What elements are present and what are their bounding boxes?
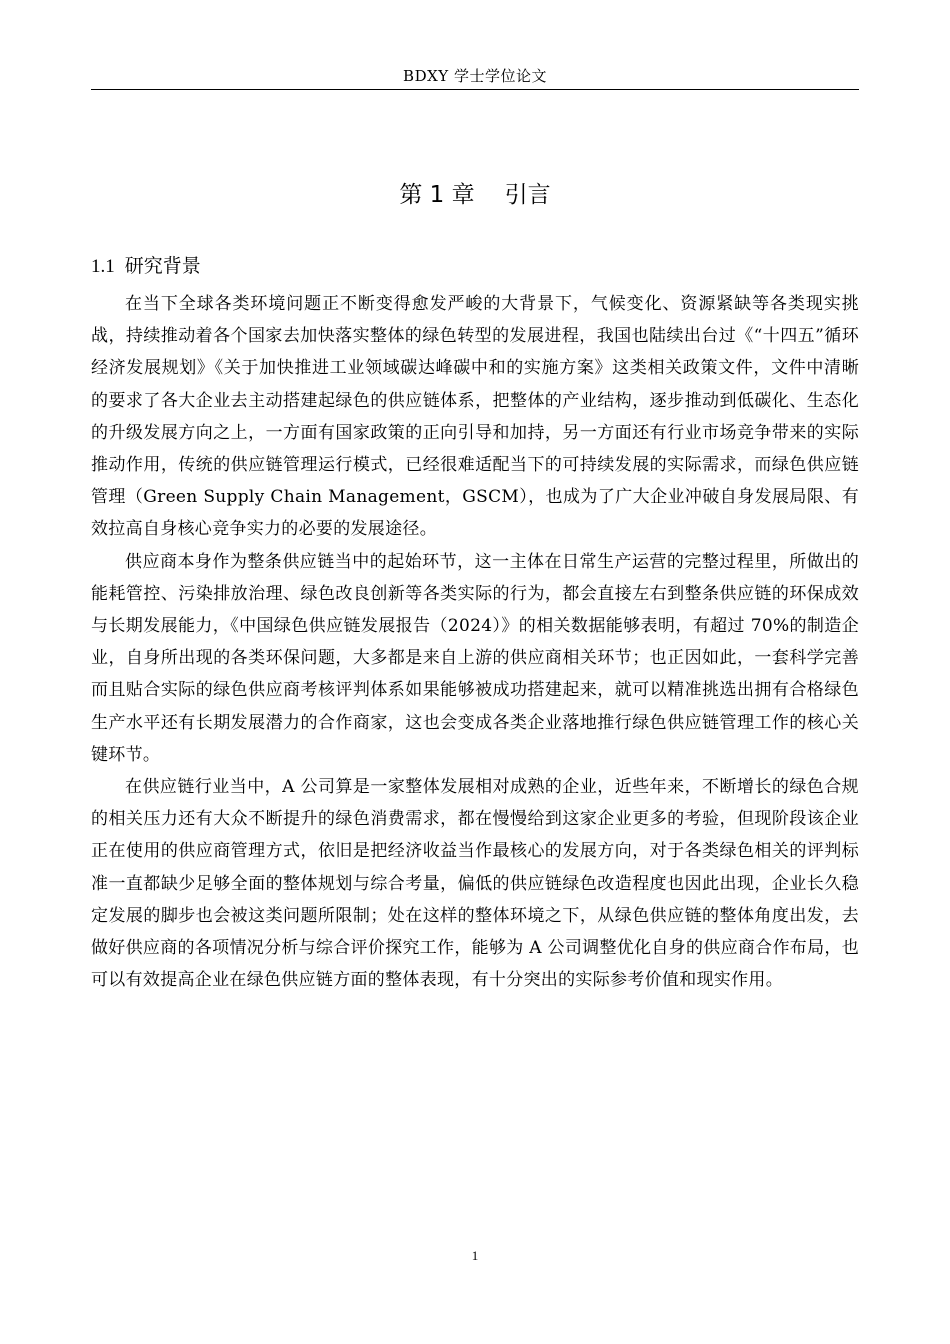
- paragraph: 在供应链行业当中，A 公司算是一家整体发展相对成熟的企业，近些年来，不断增长的绿色合规的相关压力还有大众不断提升的绿色消费需求，都在慢慢给到这家企业更多的考验，但现阶段该企业正在使用的供应商管理方式，依旧是把经济收益当作最核心的发展方向，对于各类绿色相关的评判标准一直都缺少足够全面的整体规划与综合考量，偏低的供应链绿色改造程度也因此出现，企业长久稳定发展的脚步也会被这类问题所限制；处在这样的整体环境之下，从绿色供应链的整体角度出发，去做好供应商的各项情况分析与综合评价探究工作，能够为 A 公司调整优化自身的供应商合作布局，也可以有效提高企业在绿色供应链方面的整体表现，有十分突出的实际参考价值和现实作用。: [91, 777, 859, 991]
- section-title: 研究背景: [124, 255, 201, 277]
- chapter-number: 第 1 章: [399, 182, 475, 208]
- page-number: 1: [471, 1248, 479, 1263]
- running-header: BDXY 学士学位论文: [403, 67, 547, 85]
- paragraph: 在当下全球各类环境问题正不断变得愈发严峻的大背景下，气候变化、资源紧缺等各类现实挑战，持续推动着各个国家去加快落实整体的绿色转型的发展进程，我国也陆续出台过《“十四五”循环经济发展规划》《关于加快推进工业领域碳达峰碳中和的实施方案》这类相关政策文件，文件中清晰的要求了各大企业去主动搭建起绿色的供应链体系，把整体的产业结构，逐步推动到低碳化、生态化的升级发展方向之上，一方面有国家政策的正向引导和加持，另一方面还有行业市场竞争带来的实际推动作用，传统的供应链管理运行模式，已经很难适配当下的可持续发展的实际需求，而绿色供应链管理（Green Supply Chain Management，GSCM），也成为了广大企业冲破自身发展局限、有效拉高自身核心竞争实力的必要的发展途径。: [91, 294, 859, 540]
- section-number: 1.1: [91, 256, 115, 277]
- header-divider: [91, 89, 859, 90]
- chapter-name: 引言: [504, 182, 551, 208]
- chapter-title: [91, 180, 859, 210]
- section-heading: [91, 252, 201, 281]
- body-text: [91, 288, 859, 996]
- paragraph: 供应商本身作为整条供应链当中的起始环节，这一主体在日常生产运营的完整过程里，所做出的能耗管控、污染排放治理、绿色改良创新等各类实际的行为，都会直接左右到整条供应链的环保成效与长期发展能力，《中国绿色供应链发展报告（2024）》的相关数据能够表明，有超过 70%的制造企业，自身所出现的各类环保问题，大多都是来自上游的供应商相关环节；也正因如此，一套科学完善而且贴合实际的绿色供应商考核评判体系如果能够被成功搭建起来，就可以精准挑选出拥有合格绿色生产水平还有长期发展潜力的合作商家，这也会变成各类企业落地推行绿色供应链管理工作的核心关键环节。: [91, 551, 859, 765]
